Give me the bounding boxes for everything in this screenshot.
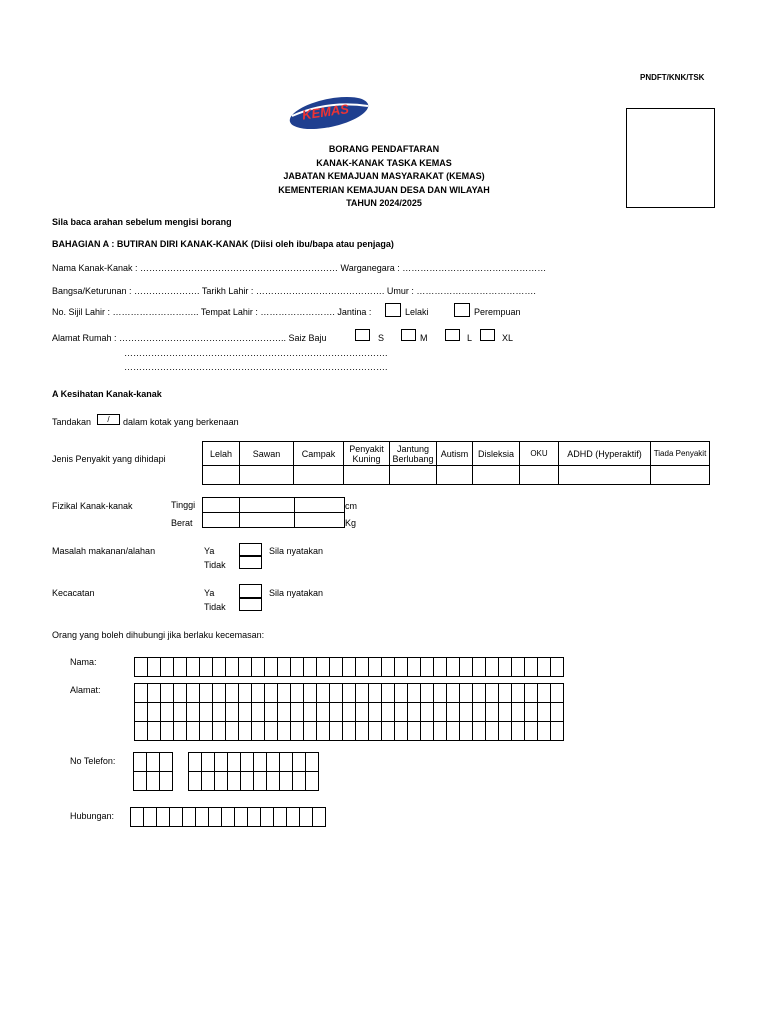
char-box[interactable] bbox=[368, 683, 382, 703]
char-box[interactable] bbox=[511, 683, 525, 703]
char-box[interactable] bbox=[342, 657, 356, 677]
char-box[interactable] bbox=[253, 771, 267, 791]
char-box[interactable] bbox=[266, 771, 280, 791]
char-box[interactable] bbox=[240, 771, 254, 791]
char-box[interactable] bbox=[133, 752, 147, 772]
char-box[interactable] bbox=[277, 702, 291, 722]
tick-example-box: / bbox=[97, 414, 120, 425]
char-box[interactable] bbox=[472, 657, 486, 677]
char-box[interactable] bbox=[201, 752, 215, 772]
alamat-field[interactable]: Alamat Rumah : ……………………………………………….. Saiz Baju bbox=[52, 333, 327, 343]
char-box[interactable] bbox=[368, 721, 382, 741]
char-box[interactable] bbox=[273, 807, 287, 827]
char-box[interactable] bbox=[238, 702, 252, 722]
perempuan-checkbox[interactable] bbox=[454, 303, 470, 317]
char-box[interactable] bbox=[407, 683, 421, 703]
char-box[interactable] bbox=[182, 807, 196, 827]
alamat-line-2[interactable]: ……………………………………………………………………………. bbox=[124, 348, 388, 358]
char-box[interactable] bbox=[260, 807, 274, 827]
tandakan-text: Tandakan bbox=[52, 417, 92, 427]
makanan-ya-checkbox[interactable] bbox=[239, 543, 262, 556]
char-box[interactable] bbox=[485, 702, 499, 722]
char-box[interactable] bbox=[247, 807, 261, 827]
char-box[interactable] bbox=[355, 683, 369, 703]
char-box[interactable] bbox=[160, 683, 174, 703]
char-box[interactable] bbox=[134, 657, 148, 677]
char-box[interactable] bbox=[420, 683, 434, 703]
char-box[interactable] bbox=[146, 771, 160, 791]
disease-check-cell[interactable] bbox=[437, 466, 473, 485]
telefon-prefix-boxes[interactable] bbox=[133, 752, 172, 790]
char-box[interactable] bbox=[266, 752, 280, 772]
char-box[interactable] bbox=[381, 657, 395, 677]
char-box[interactable] bbox=[199, 721, 213, 741]
char-box[interactable] bbox=[186, 702, 200, 722]
makanan-label: Masalah makanan/alahan bbox=[52, 546, 156, 556]
disease-check-cell[interactable] bbox=[240, 466, 294, 485]
char-box[interactable] bbox=[305, 752, 319, 772]
disease-check-cell[interactable] bbox=[520, 466, 559, 485]
char-box[interactable] bbox=[173, 657, 187, 677]
char-box[interactable] bbox=[342, 683, 356, 703]
char-box[interactable] bbox=[550, 683, 564, 703]
char-box[interactable] bbox=[368, 702, 382, 722]
char-box[interactable] bbox=[159, 752, 173, 772]
char-box[interactable] bbox=[156, 807, 170, 827]
char-box[interactable] bbox=[133, 771, 147, 791]
berat-label: Berat bbox=[171, 518, 193, 528]
char-box[interactable] bbox=[472, 683, 486, 703]
char-box[interactable] bbox=[264, 657, 278, 677]
char-box[interactable] bbox=[524, 657, 538, 677]
char-box[interactable] bbox=[472, 702, 486, 722]
char-box[interactable] bbox=[199, 657, 213, 677]
contact-alamat-boxes[interactable] bbox=[134, 683, 563, 740]
kecacatan-label: Kecacatan bbox=[52, 588, 95, 598]
section-a-title: BAHAGIAN A : BUTIRAN DIRI KANAK-KANAK (Diisi oleh ibu/bapa atau penjaga) bbox=[52, 239, 394, 249]
char-box[interactable] bbox=[251, 683, 265, 703]
disease-header: Penyakit Kuning bbox=[344, 442, 390, 466]
char-box[interactable] bbox=[303, 683, 317, 703]
char-box[interactable] bbox=[199, 683, 213, 703]
disease-header: Tiada Penyakit bbox=[651, 442, 710, 466]
char-box[interactable] bbox=[446, 683, 460, 703]
char-box[interactable] bbox=[537, 657, 551, 677]
char-box[interactable] bbox=[537, 683, 551, 703]
disease-header: Autism bbox=[437, 442, 473, 466]
disease-header: Disleksia bbox=[473, 442, 520, 466]
tinggi-cell[interactable] bbox=[202, 497, 240, 513]
char-box[interactable] bbox=[485, 683, 499, 703]
char-box[interactable] bbox=[485, 721, 499, 741]
char-box[interactable] bbox=[433, 702, 447, 722]
char-box[interactable] bbox=[550, 702, 564, 722]
size-s-label: S bbox=[378, 333, 385, 343]
char-box[interactable] bbox=[212, 721, 226, 741]
char-box[interactable] bbox=[316, 657, 330, 677]
char-box[interactable] bbox=[316, 721, 330, 741]
char-box[interactable] bbox=[264, 702, 278, 722]
contact-nama-label: Nama: bbox=[70, 657, 97, 667]
char-box[interactable] bbox=[303, 721, 317, 741]
char-box[interactable] bbox=[511, 702, 525, 722]
char-box[interactable] bbox=[498, 721, 512, 741]
size-l-checkbox[interactable] bbox=[445, 329, 460, 341]
char-box[interactable] bbox=[329, 721, 343, 741]
char-box[interactable] bbox=[305, 771, 319, 791]
char-box[interactable] bbox=[290, 702, 304, 722]
char-box[interactable] bbox=[329, 657, 343, 677]
instruction-text: Sila baca arahan sebelum mengisi borang bbox=[52, 217, 232, 227]
char-box[interactable] bbox=[407, 702, 421, 722]
bangsa-field[interactable]: Bangsa/Keturunan : …………………. Tarikh Lahir : ……………………………………. Umur : …………………………………. bbox=[52, 286, 536, 296]
disease-header: Lelah bbox=[203, 442, 240, 466]
char-box[interactable] bbox=[485, 657, 499, 677]
char-box[interactable] bbox=[147, 702, 161, 722]
char-box[interactable] bbox=[394, 702, 408, 722]
disease-header: Jantung Berlubang bbox=[390, 442, 437, 466]
char-box[interactable] bbox=[214, 752, 228, 772]
char-box[interactable] bbox=[286, 807, 300, 827]
char-box[interactable] bbox=[147, 683, 161, 703]
char-box[interactable] bbox=[524, 702, 538, 722]
char-box[interactable] bbox=[433, 657, 447, 677]
char-box[interactable] bbox=[199, 702, 213, 722]
char-box[interactable] bbox=[173, 721, 187, 741]
char-box[interactable] bbox=[381, 683, 395, 703]
kecacatan-sila-nyatakan: Sila nyatakan bbox=[269, 588, 324, 598]
health-section-title: A Kesihatan Kanak-kanak bbox=[52, 389, 162, 399]
char-box[interactable] bbox=[299, 807, 313, 827]
char-box[interactable] bbox=[290, 657, 304, 677]
char-box[interactable] bbox=[433, 683, 447, 703]
tinggi-cell[interactable] bbox=[239, 497, 295, 513]
char-box[interactable] bbox=[208, 807, 222, 827]
char-box[interactable] bbox=[381, 702, 395, 722]
char-box[interactable] bbox=[134, 702, 148, 722]
kg-unit: Kg bbox=[345, 518, 357, 528]
char-box[interactable] bbox=[160, 721, 174, 741]
char-box[interactable] bbox=[537, 702, 551, 722]
contact-alamat-label: Alamat: bbox=[70, 685, 101, 695]
char-box[interactable] bbox=[186, 721, 200, 741]
char-box[interactable] bbox=[498, 657, 512, 677]
char-box[interactable] bbox=[238, 657, 252, 677]
char-box[interactable] bbox=[251, 721, 265, 741]
char-box[interactable] bbox=[524, 683, 538, 703]
char-box[interactable] bbox=[212, 683, 226, 703]
char-box[interactable] bbox=[292, 752, 306, 772]
char-box[interactable] bbox=[225, 657, 239, 677]
char-box[interactable] bbox=[290, 721, 304, 741]
char-box[interactable] bbox=[446, 721, 460, 741]
char-box[interactable] bbox=[159, 771, 173, 791]
char-box[interactable] bbox=[446, 702, 460, 722]
telefon-number-boxes[interactable] bbox=[188, 752, 318, 790]
berat-cell[interactable] bbox=[294, 512, 345, 528]
kecacatan-tidak-label: Tidak bbox=[204, 602, 226, 612]
berat-cell[interactable] bbox=[239, 512, 295, 528]
alamat-line-3[interactable]: ……………………………………………………………………………. bbox=[124, 362, 388, 372]
char-box[interactable] bbox=[147, 721, 161, 741]
char-box[interactable] bbox=[472, 721, 486, 741]
form-reference-code: PNDFT/KNK/TSK bbox=[640, 73, 705, 82]
contact-hubungan-boxes[interactable] bbox=[130, 807, 325, 826]
char-box[interactable] bbox=[420, 702, 434, 722]
char-box[interactable] bbox=[316, 683, 330, 703]
title-line: TAHUN 2024/2025 bbox=[346, 198, 422, 208]
contact-telefon-label: No Telefon: bbox=[70, 756, 116, 766]
char-box[interactable] bbox=[303, 702, 317, 722]
char-box[interactable] bbox=[225, 683, 239, 703]
char-box[interactable] bbox=[160, 702, 174, 722]
cm-unit: cm bbox=[345, 501, 357, 511]
size-m-checkbox[interactable] bbox=[401, 329, 416, 341]
jenis-penyakit-label: Jenis Penyakit yang dihidapi bbox=[52, 454, 166, 464]
char-box[interactable] bbox=[201, 771, 215, 791]
form-title-block bbox=[0, 143, 768, 211]
char-box[interactable] bbox=[303, 657, 317, 677]
char-box[interactable] bbox=[368, 657, 382, 677]
char-box[interactable] bbox=[173, 702, 187, 722]
char-box[interactable] bbox=[524, 721, 538, 741]
contact-nama-boxes[interactable] bbox=[134, 657, 563, 676]
char-box[interactable] bbox=[381, 721, 395, 741]
char-box[interactable] bbox=[238, 721, 252, 741]
tinggi-cell[interactable] bbox=[294, 497, 345, 513]
char-box[interactable] bbox=[342, 721, 356, 741]
char-box[interactable] bbox=[329, 683, 343, 703]
char-box[interactable] bbox=[277, 657, 291, 677]
kemas-logo bbox=[288, 92, 370, 132]
char-box[interactable] bbox=[290, 683, 304, 703]
svg-text:KEMAS: KEMAS bbox=[301, 101, 350, 123]
char-box[interactable] bbox=[433, 721, 447, 741]
char-box[interactable] bbox=[160, 657, 174, 677]
char-box[interactable] bbox=[498, 683, 512, 703]
char-box[interactable] bbox=[550, 657, 564, 677]
char-box[interactable] bbox=[225, 721, 239, 741]
char-box[interactable] bbox=[146, 752, 160, 772]
char-box[interactable] bbox=[238, 683, 252, 703]
char-box[interactable] bbox=[277, 721, 291, 741]
nama-field[interactable]: Nama Kanak-Kanak : ………………………………………………………… Warganegara : ………………………………………… bbox=[52, 263, 547, 273]
disease-header: Campak bbox=[294, 442, 344, 466]
disease-header: ADHD (Hyperaktif) bbox=[559, 442, 651, 466]
char-box[interactable] bbox=[420, 657, 434, 677]
berat-cell[interactable] bbox=[202, 512, 240, 528]
char-box[interactable] bbox=[292, 771, 306, 791]
kecacatan-tidak-checkbox[interactable] bbox=[239, 598, 262, 611]
char-box[interactable] bbox=[130, 807, 144, 827]
char-box[interactable] bbox=[225, 702, 239, 722]
disease-table bbox=[202, 441, 710, 485]
char-box[interactable] bbox=[511, 657, 525, 677]
char-box[interactable] bbox=[498, 702, 512, 722]
char-box[interactable] bbox=[355, 657, 369, 677]
size-xl-checkbox[interactable] bbox=[480, 329, 495, 341]
title-line: JABATAN KEMAJUAN MASYARAKAT (KEMAS) bbox=[283, 171, 485, 181]
size-xl-label: XL bbox=[502, 333, 514, 343]
fizikal-label: Fizikal Kanak-kanak bbox=[52, 501, 133, 511]
char-box[interactable] bbox=[316, 702, 330, 722]
char-box[interactable] bbox=[459, 683, 473, 703]
char-box[interactable] bbox=[221, 807, 235, 827]
char-box[interactable] bbox=[279, 752, 293, 772]
char-box[interactable] bbox=[188, 771, 202, 791]
disease-check-cell[interactable] bbox=[294, 466, 344, 485]
disease-check-cell[interactable] bbox=[473, 466, 520, 485]
char-box[interactable] bbox=[329, 702, 343, 722]
char-box[interactable] bbox=[459, 657, 473, 677]
disease-header: OKU bbox=[520, 442, 559, 466]
char-box[interactable] bbox=[234, 807, 248, 827]
char-box[interactable] bbox=[195, 807, 209, 827]
title-line: KEMENTERIAN KEMAJUAN DESA DAN WILAYAH bbox=[278, 184, 490, 195]
char-box[interactable] bbox=[342, 702, 356, 722]
char-box[interactable] bbox=[186, 657, 200, 677]
char-box[interactable] bbox=[312, 807, 326, 827]
makanan-tidak-checkbox[interactable] bbox=[239, 556, 262, 569]
char-box[interactable] bbox=[173, 683, 187, 703]
disease-check-cell[interactable] bbox=[651, 466, 710, 485]
char-box[interactable] bbox=[511, 721, 525, 741]
char-box[interactable] bbox=[147, 657, 161, 677]
char-box[interactable] bbox=[459, 702, 473, 722]
size-s-checkbox[interactable] bbox=[355, 329, 370, 341]
disease-check-cell[interactable] bbox=[344, 466, 390, 485]
perempuan-label: Perempuan bbox=[474, 307, 521, 317]
char-box[interactable] bbox=[240, 752, 254, 772]
char-box[interactable] bbox=[459, 721, 473, 741]
char-box[interactable] bbox=[407, 657, 421, 677]
char-box[interactable] bbox=[420, 721, 434, 741]
makanan-ya-label: Ya bbox=[204, 546, 215, 556]
char-box[interactable] bbox=[134, 721, 148, 741]
char-box[interactable] bbox=[277, 683, 291, 703]
makanan-sila-nyatakan: Sila nyatakan bbox=[269, 546, 324, 556]
char-box[interactable] bbox=[251, 657, 265, 677]
char-box[interactable] bbox=[279, 771, 293, 791]
char-box[interactable] bbox=[186, 683, 200, 703]
lelaki-label: Lelaki bbox=[405, 307, 429, 317]
fizikal-grid bbox=[202, 497, 344, 527]
char-box[interactable] bbox=[188, 752, 202, 772]
char-box[interactable] bbox=[169, 807, 183, 827]
char-box[interactable] bbox=[394, 657, 408, 677]
disease-check-cell[interactable] bbox=[203, 466, 240, 485]
char-box[interactable] bbox=[355, 702, 369, 722]
tandakan-post-text: dalam kotak yang berkenaan bbox=[123, 417, 239, 427]
char-box[interactable] bbox=[134, 683, 148, 703]
kecacatan-ya-checkbox[interactable] bbox=[239, 584, 262, 598]
char-box[interactable] bbox=[407, 721, 421, 741]
char-box[interactable] bbox=[446, 657, 460, 677]
lelaki-checkbox[interactable] bbox=[385, 303, 401, 317]
char-box[interactable] bbox=[550, 721, 564, 741]
char-box[interactable] bbox=[394, 721, 408, 741]
size-l-label: L bbox=[467, 333, 473, 343]
makanan-tidak-label: Tidak bbox=[204, 560, 226, 570]
char-box[interactable] bbox=[212, 657, 226, 677]
char-box[interactable] bbox=[394, 683, 408, 703]
char-box[interactable] bbox=[214, 771, 228, 791]
disease-header: Sawan bbox=[240, 442, 294, 466]
char-box[interactable] bbox=[253, 752, 267, 772]
disease-check-cell[interactable] bbox=[559, 466, 651, 485]
char-box[interactable] bbox=[251, 702, 265, 722]
disease-check-cell[interactable] bbox=[390, 466, 437, 485]
char-box[interactable] bbox=[143, 807, 157, 827]
title-line: BORANG PENDAFTARAN bbox=[328, 144, 440, 154]
char-box[interactable] bbox=[227, 771, 241, 791]
kecacatan-ya-label: Ya bbox=[204, 588, 215, 598]
char-box[interactable] bbox=[355, 721, 369, 741]
tinggi-label: Tinggi bbox=[171, 500, 196, 510]
contact-hubungan-label: Hubungan: bbox=[70, 811, 115, 821]
char-box[interactable] bbox=[264, 721, 278, 741]
char-box[interactable] bbox=[227, 752, 241, 772]
char-box[interactable] bbox=[264, 683, 278, 703]
sijil-field[interactable]: No. Sijil Lahir : ……………………….. Tempat Lahir : ……………………. Jantina : bbox=[52, 307, 372, 317]
size-m-label: M bbox=[420, 333, 428, 343]
title-line: KANAK-KANAK TASKA KEMAS bbox=[316, 157, 452, 168]
contact-section-title: Orang yang boleh dihubungi jika berlaku kecemasan: bbox=[52, 630, 265, 640]
char-box[interactable] bbox=[212, 702, 226, 722]
char-box[interactable] bbox=[537, 721, 551, 741]
